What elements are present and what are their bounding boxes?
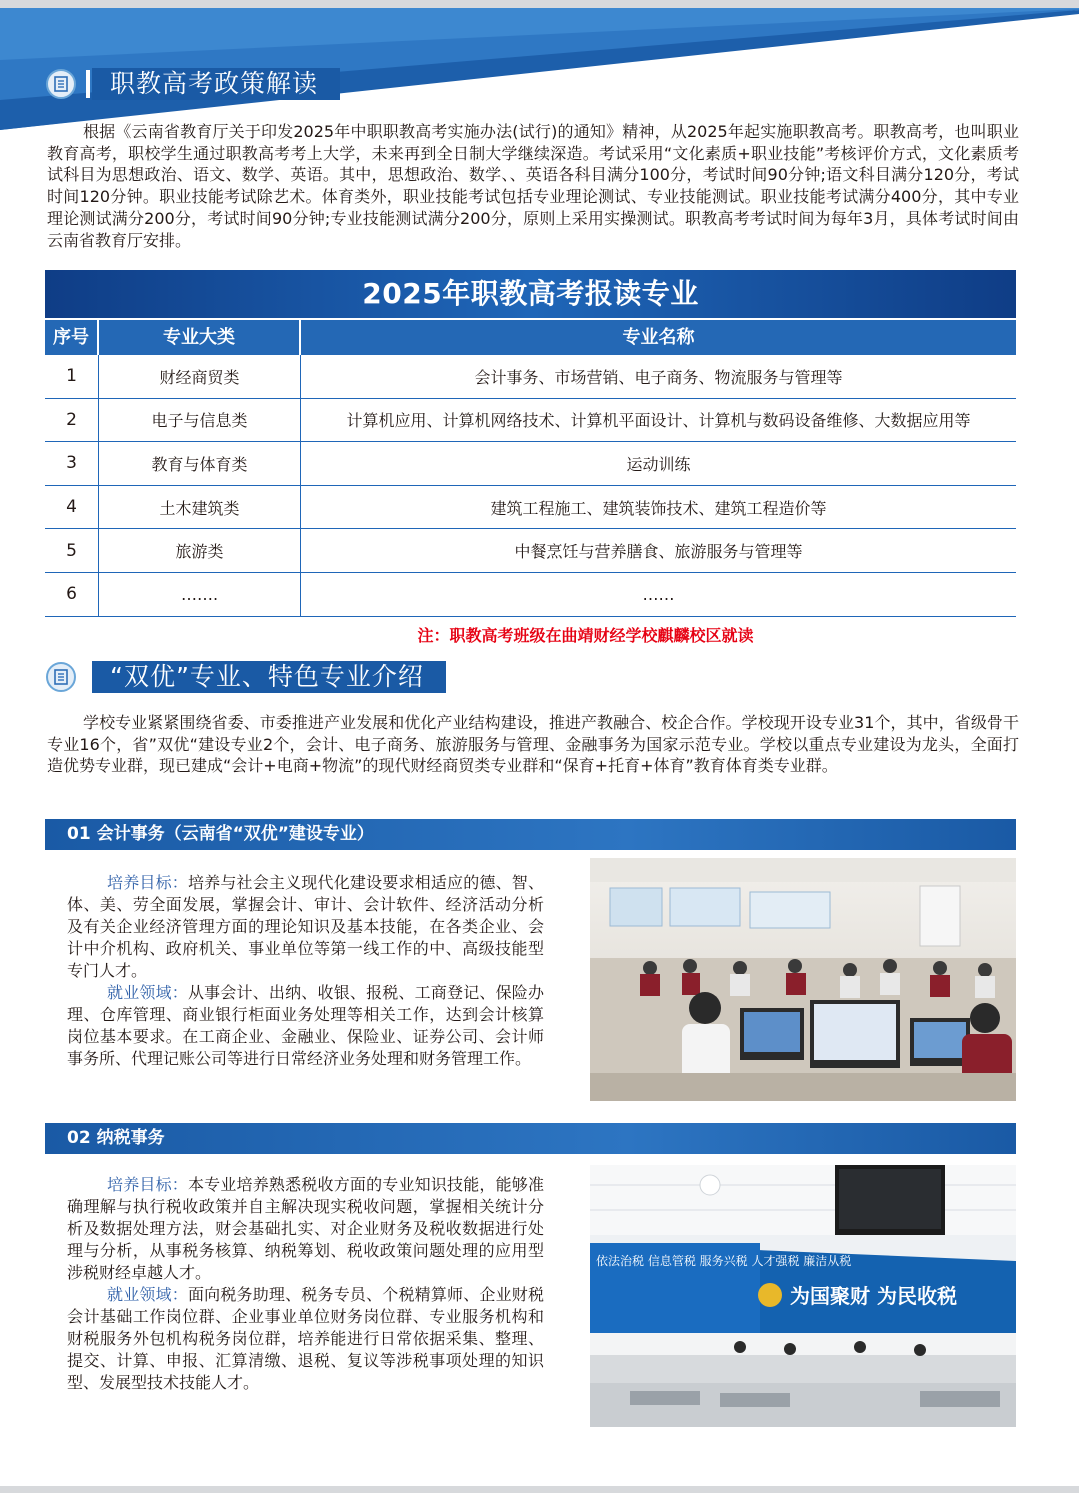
row-number: 3 [45,442,99,485]
majors-intro-paragraph: 学校专业紧紧围绕省委、市委推进产业发展和优化产业结构建设，推进产教融合、校企合作。学校现开设专业31个，其中，省级骨干专业16个，省”双优“建设专业2个，会计、电子商务、旅游服务与管理、金融事务为国家示范专业。学校以重点专业建设为龙头，全面打造优势专业群，现已建成“会计+电商+物流”的现代财经商贸类专业群和“保育+托育+体育”教育体育类专业群。 [47,713,1019,776]
goal-label: 培养目标： [107,873,188,892]
training-goal [67,1174,544,1284]
goal-label: 培养目标： [107,1175,188,1194]
row-category: 土木建筑类 [99,486,301,529]
field-label: 就业领域： [107,1285,188,1304]
photo-slogan: 依法治税 信息管税 服务兴税 人才强税 廉洁从税 [596,1254,852,1268]
table-row [45,486,1016,530]
major-heading-accounting: 01 会计事务（云南省“双优”建设专业） [45,819,1016,850]
row-number: 4 [45,486,99,529]
row-category: 财经商贸类 [99,355,301,398]
row-category: 旅游类 [99,529,301,572]
section-header-policy [46,67,340,101]
row-majors: 运动训练 [626,454,691,474]
row-number: 6 [45,573,99,616]
table-title: 2025年职教高考报读专业 [45,270,1016,318]
section-title: 职教高考政策解读 [92,68,340,100]
employment-field [67,982,544,1070]
goal-text: 本专业培养熟悉税收方面的专业知识技能，能够准确理解与执行税收政策并自主解决现实税收问题，掌握相关统计分析及数据处理方法，财会基础扎实、对企业财务及税收数据进行处理与分析，从事税务核算、纳税筹划、税收政策问题处理的应用型涉税财经卓越人才。 [67,1175,544,1282]
header-banner [0,0,1079,130]
row-category: 电子与信息类 [99,399,301,442]
document-icon [46,69,76,99]
training-goal [67,872,544,982]
enrollment-table [45,270,1016,646]
row-majors: …… [642,584,675,604]
major-heading-taxation: 02 纳税事务 [45,1123,1016,1154]
row-number: 2 [45,399,99,442]
section-title: “双优”专业、特色专业介绍 [92,661,446,693]
row-category: 教育与体育类 [99,442,301,485]
row-majors: 中餐烹饪与营养膳食、旅游服务与管理等 [514,542,803,562]
table-row [45,399,1016,443]
section-header-majors [46,660,446,694]
row-number: 5 [45,529,99,572]
employment-field [67,1284,544,1394]
field-label: 就业领域： [107,983,188,1002]
policy-intro-paragraph: 根据《云南省教育厅关于印发2025年中职职教高考实施办法(试行)的通知》精神，从2025年起实施职教高考。职教高考，也叫职业教育高考，职校学生通过职教高考考上大学，未来再到全日制大学继续深造。考试采用“文化素质+职业技能”考核评价方式，文化素质考试科目为思想政治、语文、数学、英语。其中，思想政治、数学、、英语各科目满分100分，考试时间90分钟;语文科目满分120分，考试时间120分钟。职业技能考试除艺术。体育类外，职业技能考试包括专业理论测试、专业技能测试。职业技能考试满分400分，其中专业理论测试满分200分，考试时间90分钟;专业技能测试满分200分，原则上采用实操测试。职教高考考试时间为每年3月，具体考试时间由云南省教育厅安排。 [47,122,1019,250]
header-majors: 专业名称 [622,327,695,348]
photo-wall-text: 为国聚财 为民收税 [790,1284,957,1308]
document-icon [46,662,76,692]
table-row [45,529,1016,573]
row-number: 1 [45,355,99,398]
field-text: 面向税务助理、税务专员、个税精算师、企业财税会计基础工作岗位群、企业事业单位财务岗位群、专业服务机构和财税服务外包机构税务岗位群，培养能进行日常依据采集、整理、提交、计算、申报、汇算清缴、退税、复议等涉税事项处理的知识型、发展型技术技能人才。 [67,1285,544,1392]
row-category: ……. [99,573,301,616]
goal-text: 培养与社会主义现代化建设要求相适应的德、智、体、美、劳全面发展，掌握会计、审计、会计软件、经济活动分析及有关企业经济管理方面的理论知识及基本技能，在各类企业、会计中介机构、政府机关、事业单位等第一线工作的中、高级技能型专门人才。 [67,873,544,980]
row-majors: 会计事务、市场营销、电子商务、物流服务与管理等 [474,367,843,387]
table-note: 注：职教高考班级在曲靖财经学校麒麟校区就读 [417,625,754,645]
row-majors: 计算机应用、计算机网络技术、计算机平面设计、计算机与数码设备维修、大数据应用等 [346,411,971,431]
table-row [45,355,1016,399]
table-row [45,442,1016,486]
table-row [45,573,1016,617]
header-divider [86,663,90,691]
header-number: 序号 [45,320,99,355]
table-header [45,320,1016,355]
bottom-bar [0,1486,1079,1493]
computer-lab-photo [590,858,1016,1101]
tax-service-hall-photo [590,1165,1016,1427]
major-description-accounting [67,872,544,1070]
header-divider [86,70,90,98]
row-majors: 建筑工程施工、建筑装饰技术、建筑工程造价等 [490,498,827,518]
major-description-taxation [67,1174,544,1394]
header-category: 专业大类 [99,320,301,355]
field-text: 从事会计、出纳、收银、报税、工商登记、保险办理、仓库管理、商业银行柜面业务处理等相关工作，达到会计核算岗位基本要求。在工商企业、金融业、保险业、证券公司、会计师事务所、代理记账公司等进行日常经济业务处理和财务管理工作。 [67,983,544,1068]
